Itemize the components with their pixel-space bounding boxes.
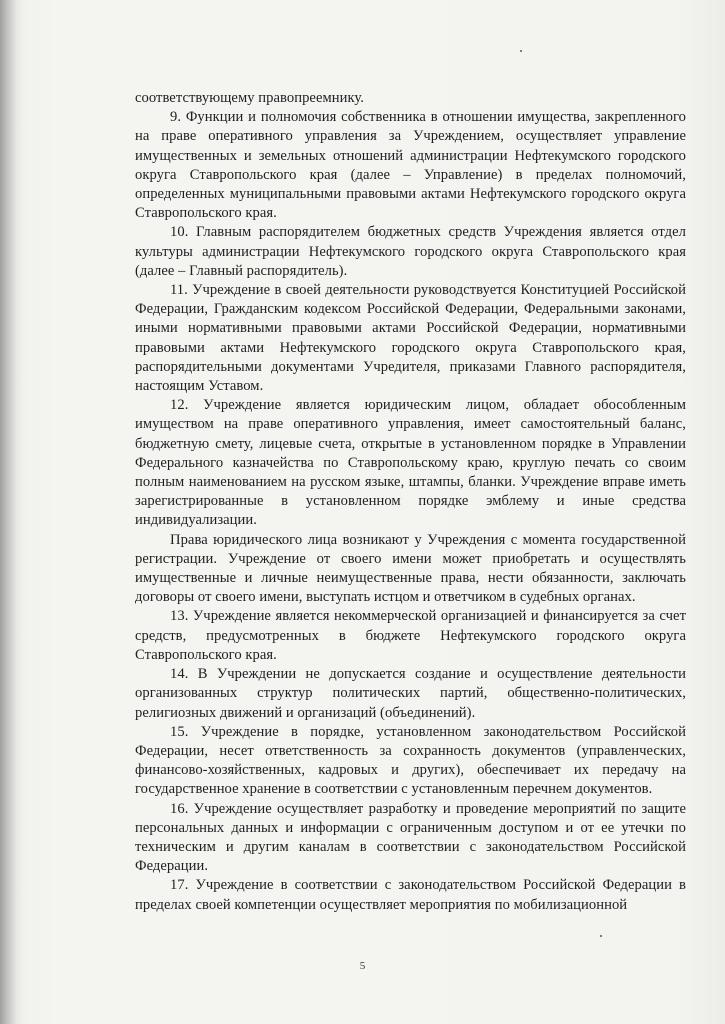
binding-shadow bbox=[0, 0, 24, 1024]
scan-speck bbox=[520, 50, 522, 52]
paragraph-12: 12. Учреждение является юридическим лицом, обладает обособленным имуществом на праве оперативного управления, имеет самостоятельный баланс, бюджетную смету, лицевые счета, открытые в установленном порядке в Управлении Федерального казначейства по Ставропольскому краю, круглую печать со своим полным наименованием на русском языке, штампы, бланки. Учреждение вправе иметь зарегистрированные в установленном порядке эмблему и иные средства индивидуализации. bbox=[135, 397, 686, 529]
paragraph-15: 15. Учреждение в порядке, установленном законодательством Российской Федерации, несет ответственность за сохранность документов (управленческих, финансово-хозяйственных, кадровых и других), обеспечивает их передачу на государственное хранение в соответствии с установленным перечнем документов. bbox=[135, 723, 686, 798]
paragraph-continuation: соответствующему правопреемнику. bbox=[135, 90, 364, 106]
paragraph-9: 9. Функции и полномочия собственника в отношении имущества, закрепленного на праве оперативного управления за Учреждением, осуществляет управление имущественных и земельных отношений администрации Нефтекумского городского округа Ставропольского края (далее – Управление) в пределах полномочий, определенных муниципальными правовыми актами Нефтекумского городского округа Ставропольского края. bbox=[135, 109, 686, 222]
paragraph-12-rights: Права юридического лица возникают у Учреждения с момента государственной регистрации. Учреждение от своего имени может приобретать и осуществлять имущественные и личные неимущественные права, нести обязанности, заключать договоры от своего имени, выступать истцом и ответчиком в судебных органах. bbox=[135, 531, 686, 606]
scan-speck bbox=[600, 935, 602, 937]
paragraph-13: 13. Учреждение является некоммерческой организацией и финансируется за счет средств, предусмотренных в бюджете Нефтекумского городского округа Ставропольского края. bbox=[135, 608, 686, 663]
page-number: 5 bbox=[359, 960, 366, 972]
paragraph-14: 14. В Учреждении не допускается создание и осуществление деятельности организованных структур политических партий, общественно-политических, религиозных движений и организаций (объединений). bbox=[135, 666, 686, 721]
paragraph-11: 11. Учреждение в своей деятельности руководствуется Конституцией Российской Федерации, Гражданским кодексом Российской Федерации, Федеральными законами, иными нормативными правовыми актами Российской Федерации, нормативными правовыми актами Нефтекумского городского округа Ставропольского края, распорядительными документами Учредителя, приказами Главного распорядителя, настоящим Уставом. bbox=[135, 282, 686, 395]
paragraph-16: 16. Учреждение осуществляет разработку и проведение мероприятий по защите персональных данных и информации с ограниченным доступом и от ее утечки по техническим и другим каналам в соответствии с законодательством Российской Федерации. bbox=[135, 800, 686, 875]
document-body bbox=[135, 89, 686, 915]
paragraph-17: 17. Учреждение в соответствии с законодательством Российской Федерации в пределах своей компетенции осуществляет мероприятия по мобилизационной bbox=[135, 877, 686, 913]
paragraph-10: 10. Главным распорядителем бюджетных средств Учреждения является отдел культуры администрации Нефтекумского городского округа Ставропольского края (далее – Главный распорядитель). bbox=[135, 224, 686, 279]
